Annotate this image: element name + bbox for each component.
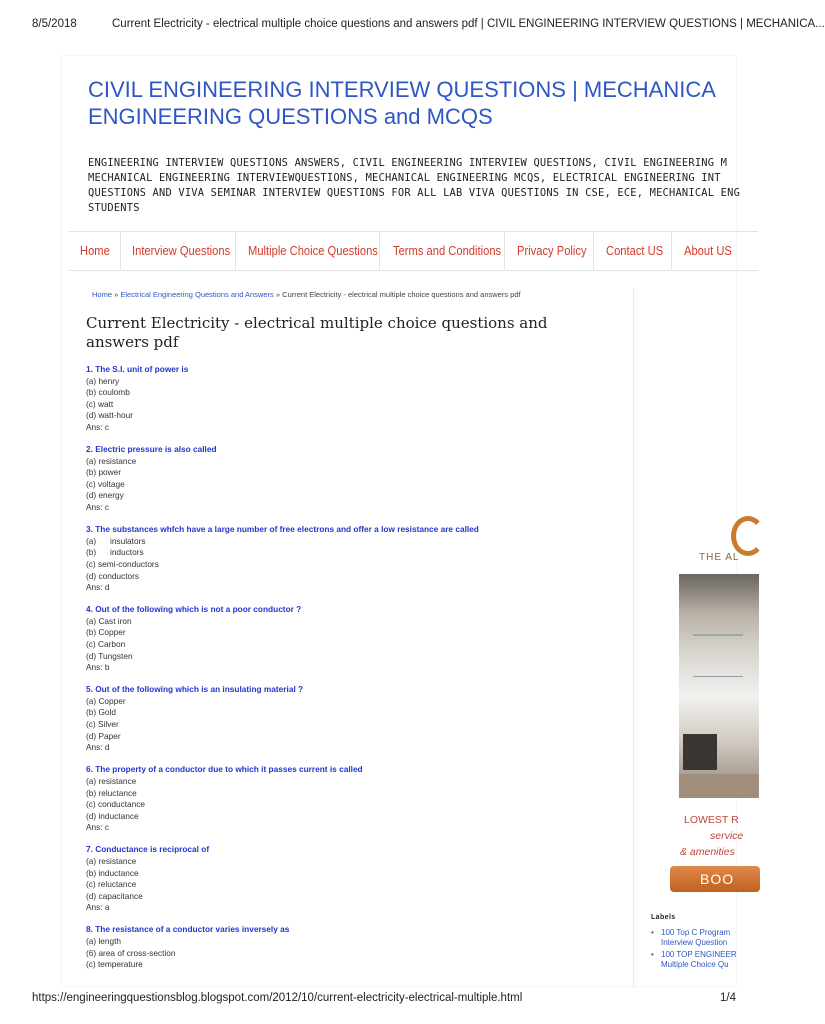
ad-book-button[interactable]: BOO <box>670 866 760 892</box>
answer-key: Ans: c <box>86 421 110 432</box>
question-list <box>86 364 631 981</box>
answer-option: (a) henry <box>86 375 120 386</box>
label-link-line[interactable]: • 100 Top C Program <box>661 928 731 937</box>
nav-divider <box>671 232 672 270</box>
nav-contact-us[interactable]: Contact US <box>606 243 664 258</box>
answer-key: Ans: c <box>86 502 110 513</box>
answer-key: Ans: d <box>86 742 110 753</box>
print-page-title: Current Electricity - electrical multiple choice questions and answers pdf | CIVIL ENGINEERING INTERVIEW QUESTIONS | MECHANICA... <box>112 18 825 30</box>
question-item <box>86 764 631 834</box>
answer-option: (c) semi-conductors <box>86 558 159 569</box>
answer-option: (d) inductance <box>86 810 139 821</box>
ad-brand: THE AL <box>699 552 740 563</box>
answer-option: (c) voltage <box>86 478 125 489</box>
question-item <box>86 524 631 594</box>
question-text: 8. The resistance of a conductor varies inversely as <box>86 924 290 935</box>
answer-key: Ans: d <box>86 582 110 593</box>
answer-option: (d) Paper <box>86 730 121 741</box>
breadcrumb-separator: » <box>275 290 281 299</box>
answer-option: (b) Copper <box>86 627 126 638</box>
nav-divider <box>504 232 505 270</box>
answer-option: (a) resistance <box>86 855 137 866</box>
answer-option: (d) watt-hour <box>86 410 134 421</box>
ad-service-text: service <box>710 830 744 842</box>
blog-page <box>62 56 744 986</box>
nav-multiple-choice-questions[interactable]: Multiple Choice Questions <box>248 243 378 258</box>
question-text: 7. Conductance is reciprocal of <box>86 844 210 855</box>
answer-option: (c) temperature <box>86 959 143 970</box>
answer-key: Ans: a <box>86 902 110 913</box>
breadcrumb-current: Current Electricity - electrical multiple choice questions and answers pdf <box>282 290 521 299</box>
answer-option: (a) Cast iron <box>86 615 132 626</box>
answer-option: (a) insulators <box>86 535 146 546</box>
sidebar-divider <box>633 288 634 988</box>
hotel-advertisement[interactable] <box>651 506 744 906</box>
answer-option: (d) energy <box>86 490 124 501</box>
answer-option: (b) reluctance <box>86 787 137 798</box>
answer-option: (d) capacitance <box>86 890 143 901</box>
question-text: 1. The S.I. unit of power is <box>86 364 189 374</box>
nav-interview-questions[interactable]: Interview Questions <box>132 243 231 258</box>
question-item <box>86 924 631 970</box>
question-text: 4. Out of the following which is not a poor conductor ? <box>86 604 302 615</box>
answer-option: (b) inductors <box>86 547 144 558</box>
labels-heading: Labels <box>651 914 676 921</box>
post-title-line-1: Current Electricity - electrical multiple choice questions and <box>86 314 548 332</box>
hotel-logo-icon <box>731 516 765 556</box>
nav-divider <box>379 232 380 270</box>
question-item <box>86 364 631 434</box>
label-link-line[interactable]: Interview Question <box>661 937 728 947</box>
site-title-line-1[interactable]: CIVIL ENGINEERING INTERVIEW QUESTIONS | MECHANICA <box>88 77 716 102</box>
answer-option: (c) watt <box>86 398 114 409</box>
breadcrumb-separator: » <box>114 290 119 299</box>
post-main <box>86 290 631 990</box>
answer-key: Ans: c <box>86 822 110 833</box>
labels-list <box>651 928 741 969</box>
answer-option: (a) Copper <box>86 695 126 706</box>
answer-key: Ans: b <box>86 662 110 673</box>
site-description-line: MECHANICAL ENGINEERING INTERVIEWQUESTIONS, MECHANICAL ENGINEERING MCQS, ELECTRICAL ENGINEERING INT <box>88 172 721 184</box>
question-text: 6. The property of a conductor due to which it passes current is called <box>86 764 363 775</box>
question-item <box>86 604 631 674</box>
answer-option: (6) area of cross-section <box>86 947 176 958</box>
print-page-number: 1/4 <box>720 992 736 1004</box>
site-description-line: ENGINEERING INTERVIEW QUESTIONS ANSWERS, CIVIL ENGINEERING INTERVIEW QUESTIONS, CIVIL ENGINEERING M <box>88 157 728 169</box>
answer-option: (a) length <box>86 936 122 947</box>
labels-widget <box>651 914 741 984</box>
answer-option: (d) Tungsten <box>86 650 133 661</box>
label-link-line[interactable]: Multiple Choice Qu <box>661 959 729 969</box>
nav-divider <box>120 232 121 270</box>
print-date: 8/5/2018 <box>32 18 77 30</box>
ad-lowest-rate-text: LOWEST R <box>684 814 739 826</box>
label-link[interactable] <box>651 950 741 969</box>
label-link-line[interactable]: • 100 TOP ENGINEER <box>661 950 737 960</box>
nav-terms-and-conditions[interactable]: Terms and Conditions <box>393 243 502 258</box>
site-description-line: QUESTIONS AND VIVA SEMINAR INTERVIEW QUESTIONS FOR ALL LAB VIVA QUESTIONS IN CSE, ECE, MECHANICAL ENG <box>88 187 741 199</box>
breadcrumb <box>92 290 521 299</box>
site-title-line-2[interactable]: ENGINEERING QUESTIONS and MCQS <box>88 104 493 129</box>
answer-option: (c) reluctance <box>86 879 137 890</box>
answer-option: (c) conductance <box>86 799 146 810</box>
site-description-line: STUDENTS <box>88 202 140 214</box>
site-title[interactable] <box>88 76 748 130</box>
answer-option: (b) inductance <box>86 867 139 878</box>
staircase-rail <box>693 634 743 677</box>
answer-option: (c) Silver <box>86 719 119 730</box>
nav-about-us[interactable]: About US <box>684 243 732 258</box>
print-footer <box>32 992 736 1008</box>
answer-option: (a) resistance <box>86 775 137 786</box>
question-item <box>86 444 631 514</box>
nav-divider <box>235 232 236 270</box>
answer-option: (d) conductors <box>86 570 140 581</box>
nav-home[interactable]: Home <box>80 243 110 258</box>
answer-option: (b) coulomb <box>86 387 130 398</box>
breadcrumb-category[interactable]: Electrical Engineering Questions and Answers <box>120 290 274 299</box>
ad-interior-photo <box>679 574 759 798</box>
site-description <box>88 156 748 216</box>
post-title <box>86 314 626 352</box>
question-item <box>86 684 631 754</box>
question-text: 2. Electric pressure is also called <box>86 444 217 455</box>
answer-option: (b) Gold <box>86 707 116 718</box>
answer-option: (a) resistance <box>86 455 137 466</box>
question-text: 5. Out of the following which is an insulating material ? <box>86 684 304 695</box>
question-text: 3. The substances whfch have a large number of free electrons and offer a low resistance are called <box>86 524 479 535</box>
answer-option: (b) power <box>86 467 122 478</box>
floor-shape <box>679 774 759 798</box>
nav-divider <box>593 232 594 270</box>
nav-privacy-policy[interactable]: Privacy Policy <box>517 243 587 258</box>
main-navigation <box>68 231 758 271</box>
print-header <box>32 18 825 34</box>
question-item <box>86 844 631 914</box>
ad-amenities-text: & amenities <box>680 846 735 858</box>
print-url: https://engineeringquestionsblog.blogspot.com/2012/10/current-electricity-electrical-multiple.html <box>32 992 523 1004</box>
answer-option: (c) Carbon <box>86 638 126 649</box>
post-title-line-2: answers pdf <box>86 333 179 351</box>
label-link[interactable] <box>651 928 741 947</box>
breadcrumb-home[interactable]: Home <box>92 290 113 299</box>
sofa-shape <box>683 734 717 770</box>
